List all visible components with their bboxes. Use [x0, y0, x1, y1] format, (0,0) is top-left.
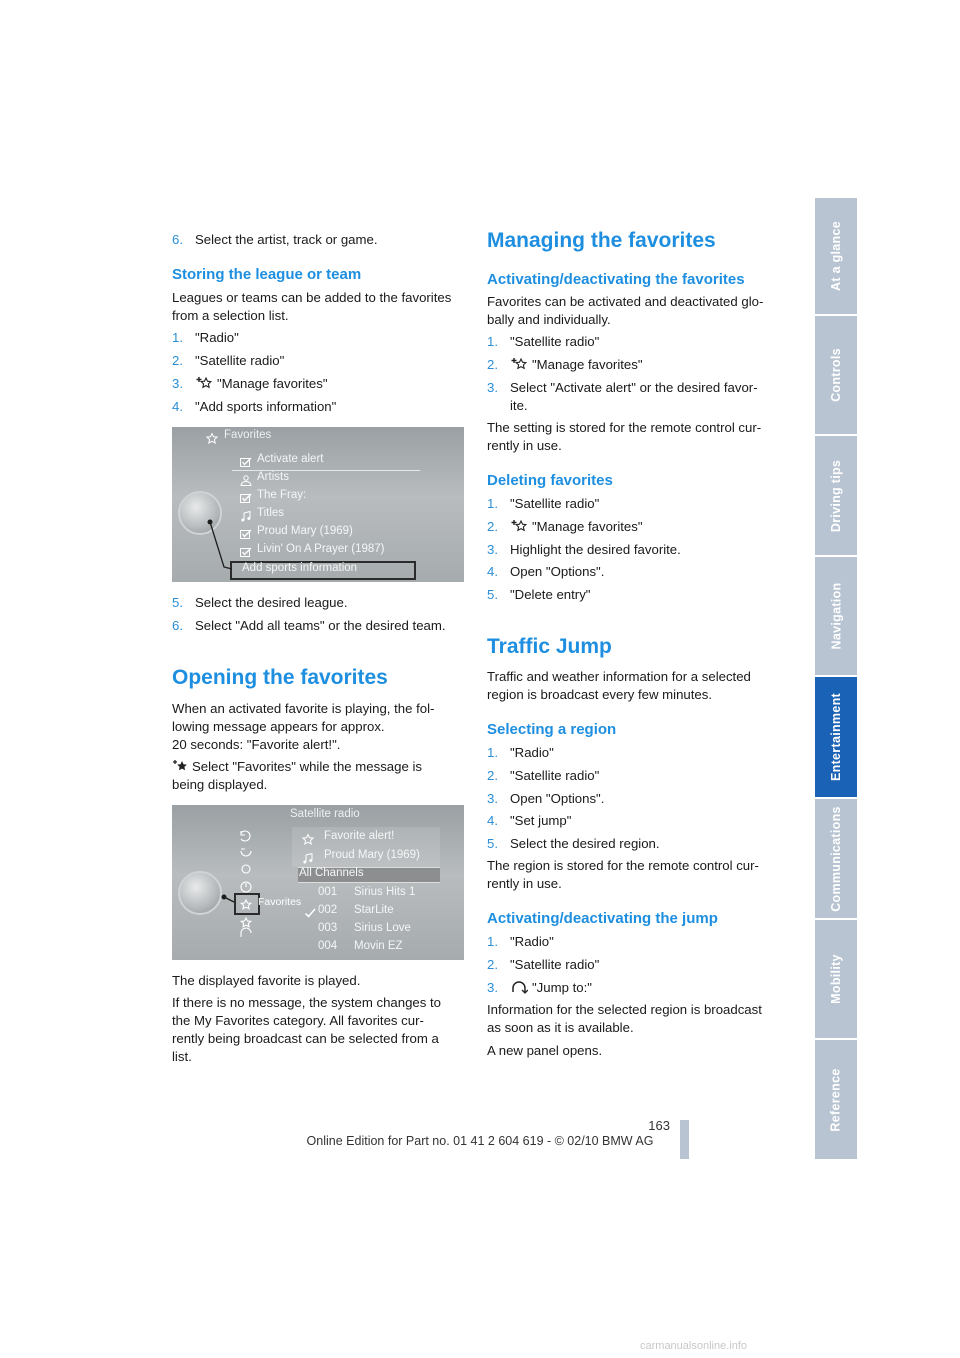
list-item: 2. "Satellite radio": [487, 957, 600, 972]
paragraph-info-1: Information for the selected region is broadcast: [487, 1002, 762, 1017]
paragraph-panel: A new panel opens.: [487, 1043, 603, 1058]
favorite-alert-text: Favorite alert!: [324, 830, 395, 842]
tab-mobility[interactable]: Mobility: [815, 920, 857, 1038]
channel-number: 004: [318, 940, 338, 952]
paragraph-activating-1: Favorites can be activated and deactivated glo-: [487, 294, 764, 309]
paragraph-played: The displayed favorite is played.: [172, 973, 361, 988]
paragraph-traffic-2: region is broadcast every few minutes.: [487, 687, 713, 702]
paragraph-opening-1: When an activated favorite is playing, the fol-: [172, 701, 435, 716]
channel-name: StarLite: [354, 904, 394, 916]
heading-activating-favorites: Activating/deactivating the favorites: [487, 271, 745, 288]
heading-opening-favorites: Opening the favorites: [172, 666, 388, 689]
list-item: 1. "Radio": [487, 745, 554, 760]
tab-navigation[interactable]: Navigation: [815, 557, 857, 675]
paragraph-traffic-1: Traffic and weather information for a selected: [487, 669, 751, 684]
paragraph-region-stored-2: rently in use.: [487, 876, 562, 891]
paragraph-region-stored-1: The region is stored for the remote control cur-: [487, 858, 759, 873]
list-item: 6. Select the artist, track or game.: [172, 232, 378, 247]
list-item: 2. "Manage favorites": [487, 357, 643, 372]
paragraph-select-favorites-2: being displayed.: [172, 777, 268, 792]
favorites-screenshot: [172, 427, 464, 582]
list-item: 5. "Delete entry": [487, 587, 591, 602]
watermark: carmanualsonline.info: [640, 1340, 748, 1352]
page-number: 163: [648, 1118, 670, 1133]
menu-item-proud-mary: Proud Mary (1969): [257, 525, 353, 537]
channel-name: Sirius Love: [354, 922, 411, 934]
pointer-line: [172, 427, 464, 582]
list-item: 6. Select "Add all teams" or the desired team.: [172, 618, 446, 633]
menu-item-add-sports-information: Add sports information: [242, 562, 358, 574]
menu-item-livin-on-a-prayer: Livin' On A Prayer (1987): [257, 543, 385, 555]
paragraph-no-message-3: rently being broadcast can be selected from a: [172, 1031, 439, 1046]
channel-name: Movin EZ: [354, 940, 403, 952]
list-item: 3. Highlight the desired favorite.: [487, 542, 681, 557]
menu-item-artists: Artists: [257, 471, 289, 483]
list-item: 2. "Satellite radio": [172, 353, 285, 368]
paragraph-no-message-1: If there is no message, the system changes to: [172, 995, 442, 1010]
heading-storing-league: Storing the league or team: [172, 266, 362, 283]
menu-item-activate-alert: Activate alert: [257, 453, 324, 465]
list-item: 3. "Jump to:": [487, 980, 592, 995]
paragraph-select-favorites-1: Select "Favorites" while the message is: [172, 758, 466, 776]
list-item: 4. "Add sports information": [172, 399, 337, 414]
jump-icon: [510, 980, 528, 994]
list-item: 5. Select the desired region.: [487, 836, 660, 851]
channel-number: 002: [318, 904, 338, 916]
favorites-icon: [172, 759, 188, 773]
list-item: 2. "Manage favorites": [487, 519, 643, 534]
list-item: 4. Open "Options".: [487, 564, 605, 579]
list-item: 3. "Manage favorites": [172, 376, 328, 391]
tab-entertainment[interactable]: Entertainment: [815, 677, 857, 797]
paragraph-no-message-2: the My Favorites category. All favorites cur-: [172, 1013, 424, 1028]
tab-controls[interactable]: Controls: [815, 316, 857, 434]
paragraph-storing: Leagues or teams can be added to the favorites from a selection list.: [172, 290, 452, 323]
channel-name: Sirius Hits 1: [354, 886, 416, 898]
paragraph-stored-2: rently in use.: [487, 438, 562, 453]
list-item: 2. "Satellite radio": [487, 768, 600, 783]
list-item: 4. "Set jump": [487, 813, 572, 828]
tab-communications[interactable]: Communications: [815, 799, 857, 918]
screen-title: Favorites: [224, 429, 272, 441]
menu-item-the-fray: The Fray:: [257, 489, 307, 501]
list-item: 3. Select "Activate alert" or the desired favor-: [487, 380, 758, 395]
heading-activating-jump: Activating/deactivating the jump: [487, 910, 718, 927]
tab-reference[interactable]: Reference: [815, 1040, 857, 1159]
paragraph-opening-3: 20 seconds: "Favorite alert!".: [172, 737, 341, 752]
manage-favorites-icon: [510, 519, 528, 533]
favorites-label: Favorites: [258, 896, 302, 908]
heading-selecting-region: Selecting a region: [487, 721, 617, 738]
screen-title: Satellite radio: [290, 808, 360, 820]
paragraph-no-message-4: list.: [172, 1049, 192, 1064]
channel-number: 001: [318, 886, 338, 898]
channel-number: 003: [318, 922, 338, 934]
paragraph-activating-2: bally and individually.: [487, 312, 611, 327]
pointer-line: [172, 805, 464, 960]
paragraph-stored-1: The setting is stored for the remote control cur-: [487, 420, 762, 435]
heading-managing-favorites: Managing the favorites: [487, 229, 716, 252]
list-item: 1. "Satellite radio": [487, 496, 600, 511]
heading-traffic-jump: Traffic Jump: [487, 635, 612, 658]
edition-footer: Online Edition for Part no. 01 41 2 604 619 - © 02/10 BMW AG: [306, 1134, 654, 1148]
list-item: 1. "Radio": [487, 934, 554, 949]
heading-deleting-favorites: Deleting favorites: [487, 472, 613, 489]
list-item: 5. Select the desired league.: [172, 595, 348, 610]
list-item: 1. "Satellite radio": [487, 334, 600, 349]
paragraph-info-2: as soon as it is available.: [487, 1020, 634, 1035]
list-item: 3. Open "Options".: [487, 791, 605, 806]
paragraph-opening-2: lowing message appears for approx.: [172, 719, 385, 734]
list-item: 1. "Radio": [172, 330, 239, 345]
tab-at-a-glance[interactable]: At a glance: [815, 198, 857, 314]
tab-driving-tips[interactable]: Driving tips: [815, 436, 857, 555]
all-channels-text: All Channels: [299, 867, 364, 879]
proud-mary-text: Proud Mary (1969): [324, 849, 420, 861]
list-item-continuation: ite.: [510, 398, 528, 413]
satellite-radio-screenshot: [172, 805, 464, 960]
menu-item-titles: Titles: [257, 507, 285, 519]
manage-favorites-icon: [510, 357, 528, 371]
manage-favorites-icon: [195, 376, 213, 390]
